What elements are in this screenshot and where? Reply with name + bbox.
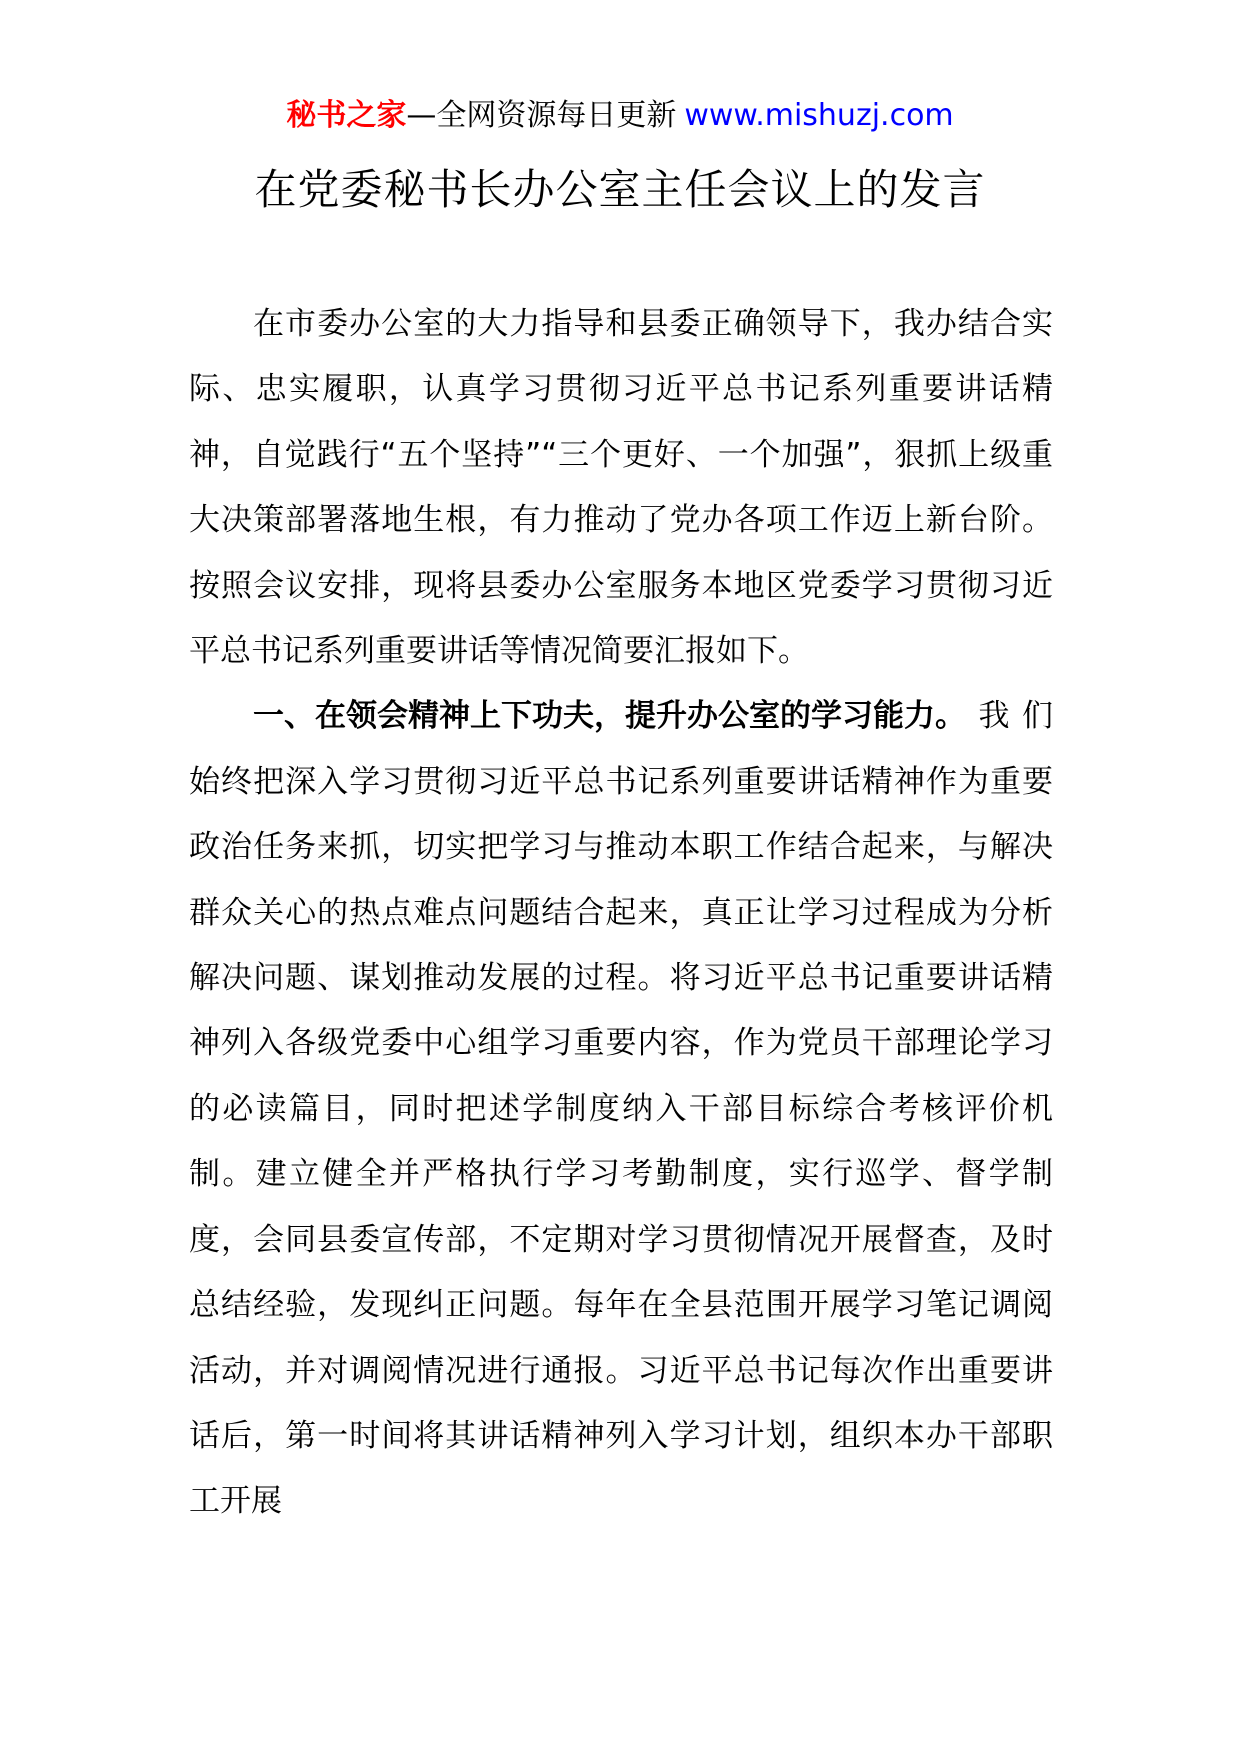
document-title: 在党委秘书长办公室主任会议上的发言 [254,165,986,214]
site-url-link[interactable]: www.mishuzj.com [684,98,954,133]
header-tagline: —全网资源每日更新 [406,98,677,133]
site-header [0,96,1240,136]
section-1-heading: 一、在领会精神上下功夫，提升办公室的学习能力。 [253,698,966,735]
section-1-body: 我们始终把深入学习贯彻习近平总书记系列重要讲话精神作为重要政治任务来抓，切实把学习与推动本职工作结合起来，与解决群众关心的热点难点问题结合起来，真正让学习过程成为分析解决问题、谋划推动发展的过程。将习近平总书记重要讲话精神列入各级党委中心组学习重要内容，作为党员干部理论学习的必读篇目，同时把述学制度纳入干部目标综合考核评价机制。建立健全并严格执行学习考勤制度，实行巡学、督学制度，会同县委宣传部，不定期对学习贯彻情况开展督查，及时总结经验，发现纠正问题。每年在全县范围开展学习笔记调阅活动，并对调阅情况进行通报。习近平总书记每次作出重要讲话后，第一时间将其讲话精神列入学习计划，组织本办干部职工开展 [189,698,1053,1520]
document-body [189,292,1053,1535]
section-1-paragraph [189,684,1053,1534]
brand-name: 秘书之家 [286,98,407,133]
intro-paragraph: 在市委办公室的大力指导和县委正确领导下，我办结合实际、忠实履职，认真学习贯彻习近平总书记系列重要讲话精神，自觉践行“五个坚持”“三个更好、一个加强”，狠抓上级重大决策部署落地生根，有力推动了党办各项工作迈上新台阶。按照会议安排，现将县委办公室服务本地区党委学习贯彻习近平总书记系列重要讲话等情况简要汇报如下。 [189,306,1053,670]
